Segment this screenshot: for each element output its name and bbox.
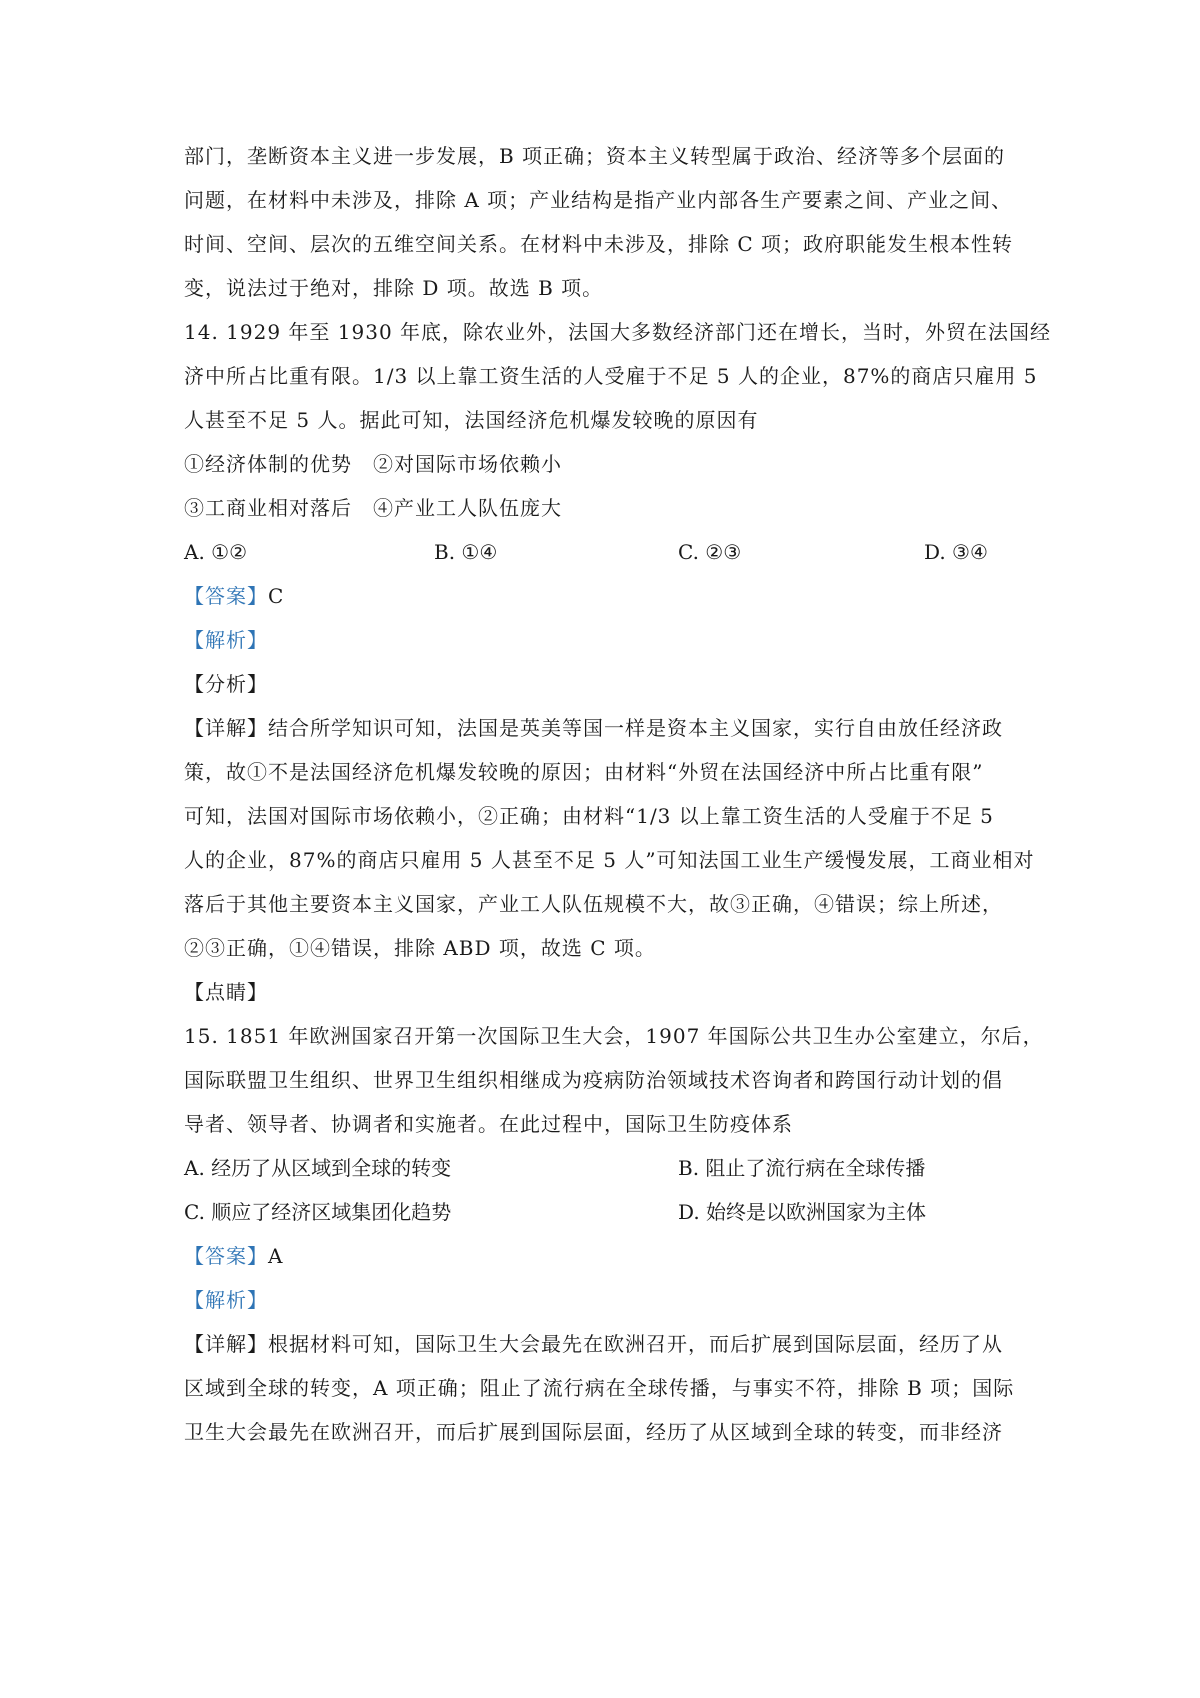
- answer-label: 【答案】: [184, 584, 268, 608]
- question-15-analysis-label: 【解析】: [184, 1288, 268, 1312]
- question-14-option-a: A. ①②: [184, 540, 248, 564]
- question-14-option-b: B. ①④: [434, 540, 498, 564]
- question-14-item-line: ①经济体制的优势 ②对国际市场依赖小: [184, 452, 562, 476]
- paragraph-line: 部门，垄断资本主义进一步发展，B 项正确；资本主义转型属于政治、经济等多个层面的: [184, 144, 1006, 168]
- question-15-stem-line: 国际联盟卫生组织、世界卫生组织相继成为疫病防治领域技术咨询者和跨国行动计划的倡: [184, 1068, 1003, 1092]
- answer-value: A: [268, 1244, 284, 1268]
- question-14-stem-line: 济中所占比重有限。1/3 以上靠工资生活的人受雇于不足 5 人的企业，87%的商店只雇用 5: [184, 364, 1038, 388]
- question-14-item-line: ③工商业相对落后 ④产业工人队伍庞大: [184, 496, 562, 520]
- question-14-option-c: C. ②③: [678, 540, 742, 564]
- question-15-detail-line: 区域到全球的转变，A 项正确；阻止了流行病在全球传播，与事实不符，排除 B 项；国际: [184, 1376, 1015, 1400]
- question-14-stem-line: 人甚至不足 5 人。据此可知，法国经济危机爆发较晚的原因有: [184, 408, 759, 432]
- paragraph-line: 变，说法过于绝对，排除 D 项。故选 B 项。: [184, 276, 604, 300]
- question-15-detail-line: 【详解】根据材料可知，国际卫生大会最先在欧洲召开，而后扩展到国际层面，经历了从: [184, 1332, 1003, 1356]
- question-14-dianjing-label: 【点睛】: [184, 980, 268, 1004]
- question-14-detail-line: ②③正确，①④错误，排除 ABD 项，故选 C 项。: [184, 936, 656, 960]
- question-15-stem-line: 15. 1851 年欧洲国家召开第一次国际卫生大会，1907 年国际公共卫生办公室建立，尔后，: [184, 1024, 1044, 1048]
- question-15-answer: [184, 1242, 1024, 1270]
- question-14-stem-line: 14. 1929 年至 1930 年底，除农业外，法国大多数经济部门还在增长，当时，外贸在法国经: [184, 320, 1052, 344]
- question-14-detail-line: 策，故①不是法国经济危机爆发较晚的原因；由材料“外贸在法国经济中所占比重有限”: [184, 760, 984, 784]
- question-14-detail-line: 【详解】结合所学知识可知，法国是英美等国一样是资本主义国家，实行自由放任经济政: [184, 716, 1003, 740]
- question-14-analysis-label: 【解析】: [184, 628, 268, 652]
- question-15-option-a: A. 经历了从区域到全球的转变: [184, 1156, 452, 1180]
- question-15-option-b: B. 阻止了流行病在全球传播: [678, 1156, 926, 1180]
- paragraph-line: 问题，在材料中未涉及，排除 A 项；产业结构是指产业内部各生产要素之间、产业之间、: [184, 188, 1013, 212]
- question-14-answer: [184, 582, 1024, 610]
- question-14-detail-line: 落后于其他主要资本主义国家，产业工人队伍规模不大，故③正确，④错误；综上所述，: [184, 892, 1003, 916]
- question-15-stem-line: 导者、领导者、协调者和实施者。在此过程中，国际卫生防疫体系: [184, 1112, 793, 1136]
- question-15-detail-line: 卫生大会最先在欧洲召开，而后扩展到国际层面，经历了从区域到全球的转变，而非经济: [184, 1420, 1003, 1444]
- question-14-detail-line: 可知，法国对国际市场依赖小，②正确；由材料“1/3 以上靠工资生活的人受雇于不足 5: [184, 804, 994, 828]
- question-14-option-d: D. ③④: [924, 540, 988, 564]
- question-14-fenxi-label: 【分析】: [184, 672, 268, 696]
- question-15-option-d: D. 始终是以欧洲国家为主体: [678, 1200, 927, 1224]
- paragraph-line: 时间、空间、层次的五维空间关系。在材料中未涉及，排除 C 项；政府职能发生根本性转: [184, 232, 1014, 256]
- answer-value: C: [268, 584, 285, 608]
- answer-label: 【答案】: [184, 1244, 268, 1268]
- question-14-detail-line: 人的企业，87%的商店只雇用 5 人甚至不足 5 人”可知法国工业生产缓慢发展，工商业相对: [184, 848, 1035, 872]
- question-15-option-c: C. 顺应了经济区域集团化趋势: [184, 1200, 452, 1224]
